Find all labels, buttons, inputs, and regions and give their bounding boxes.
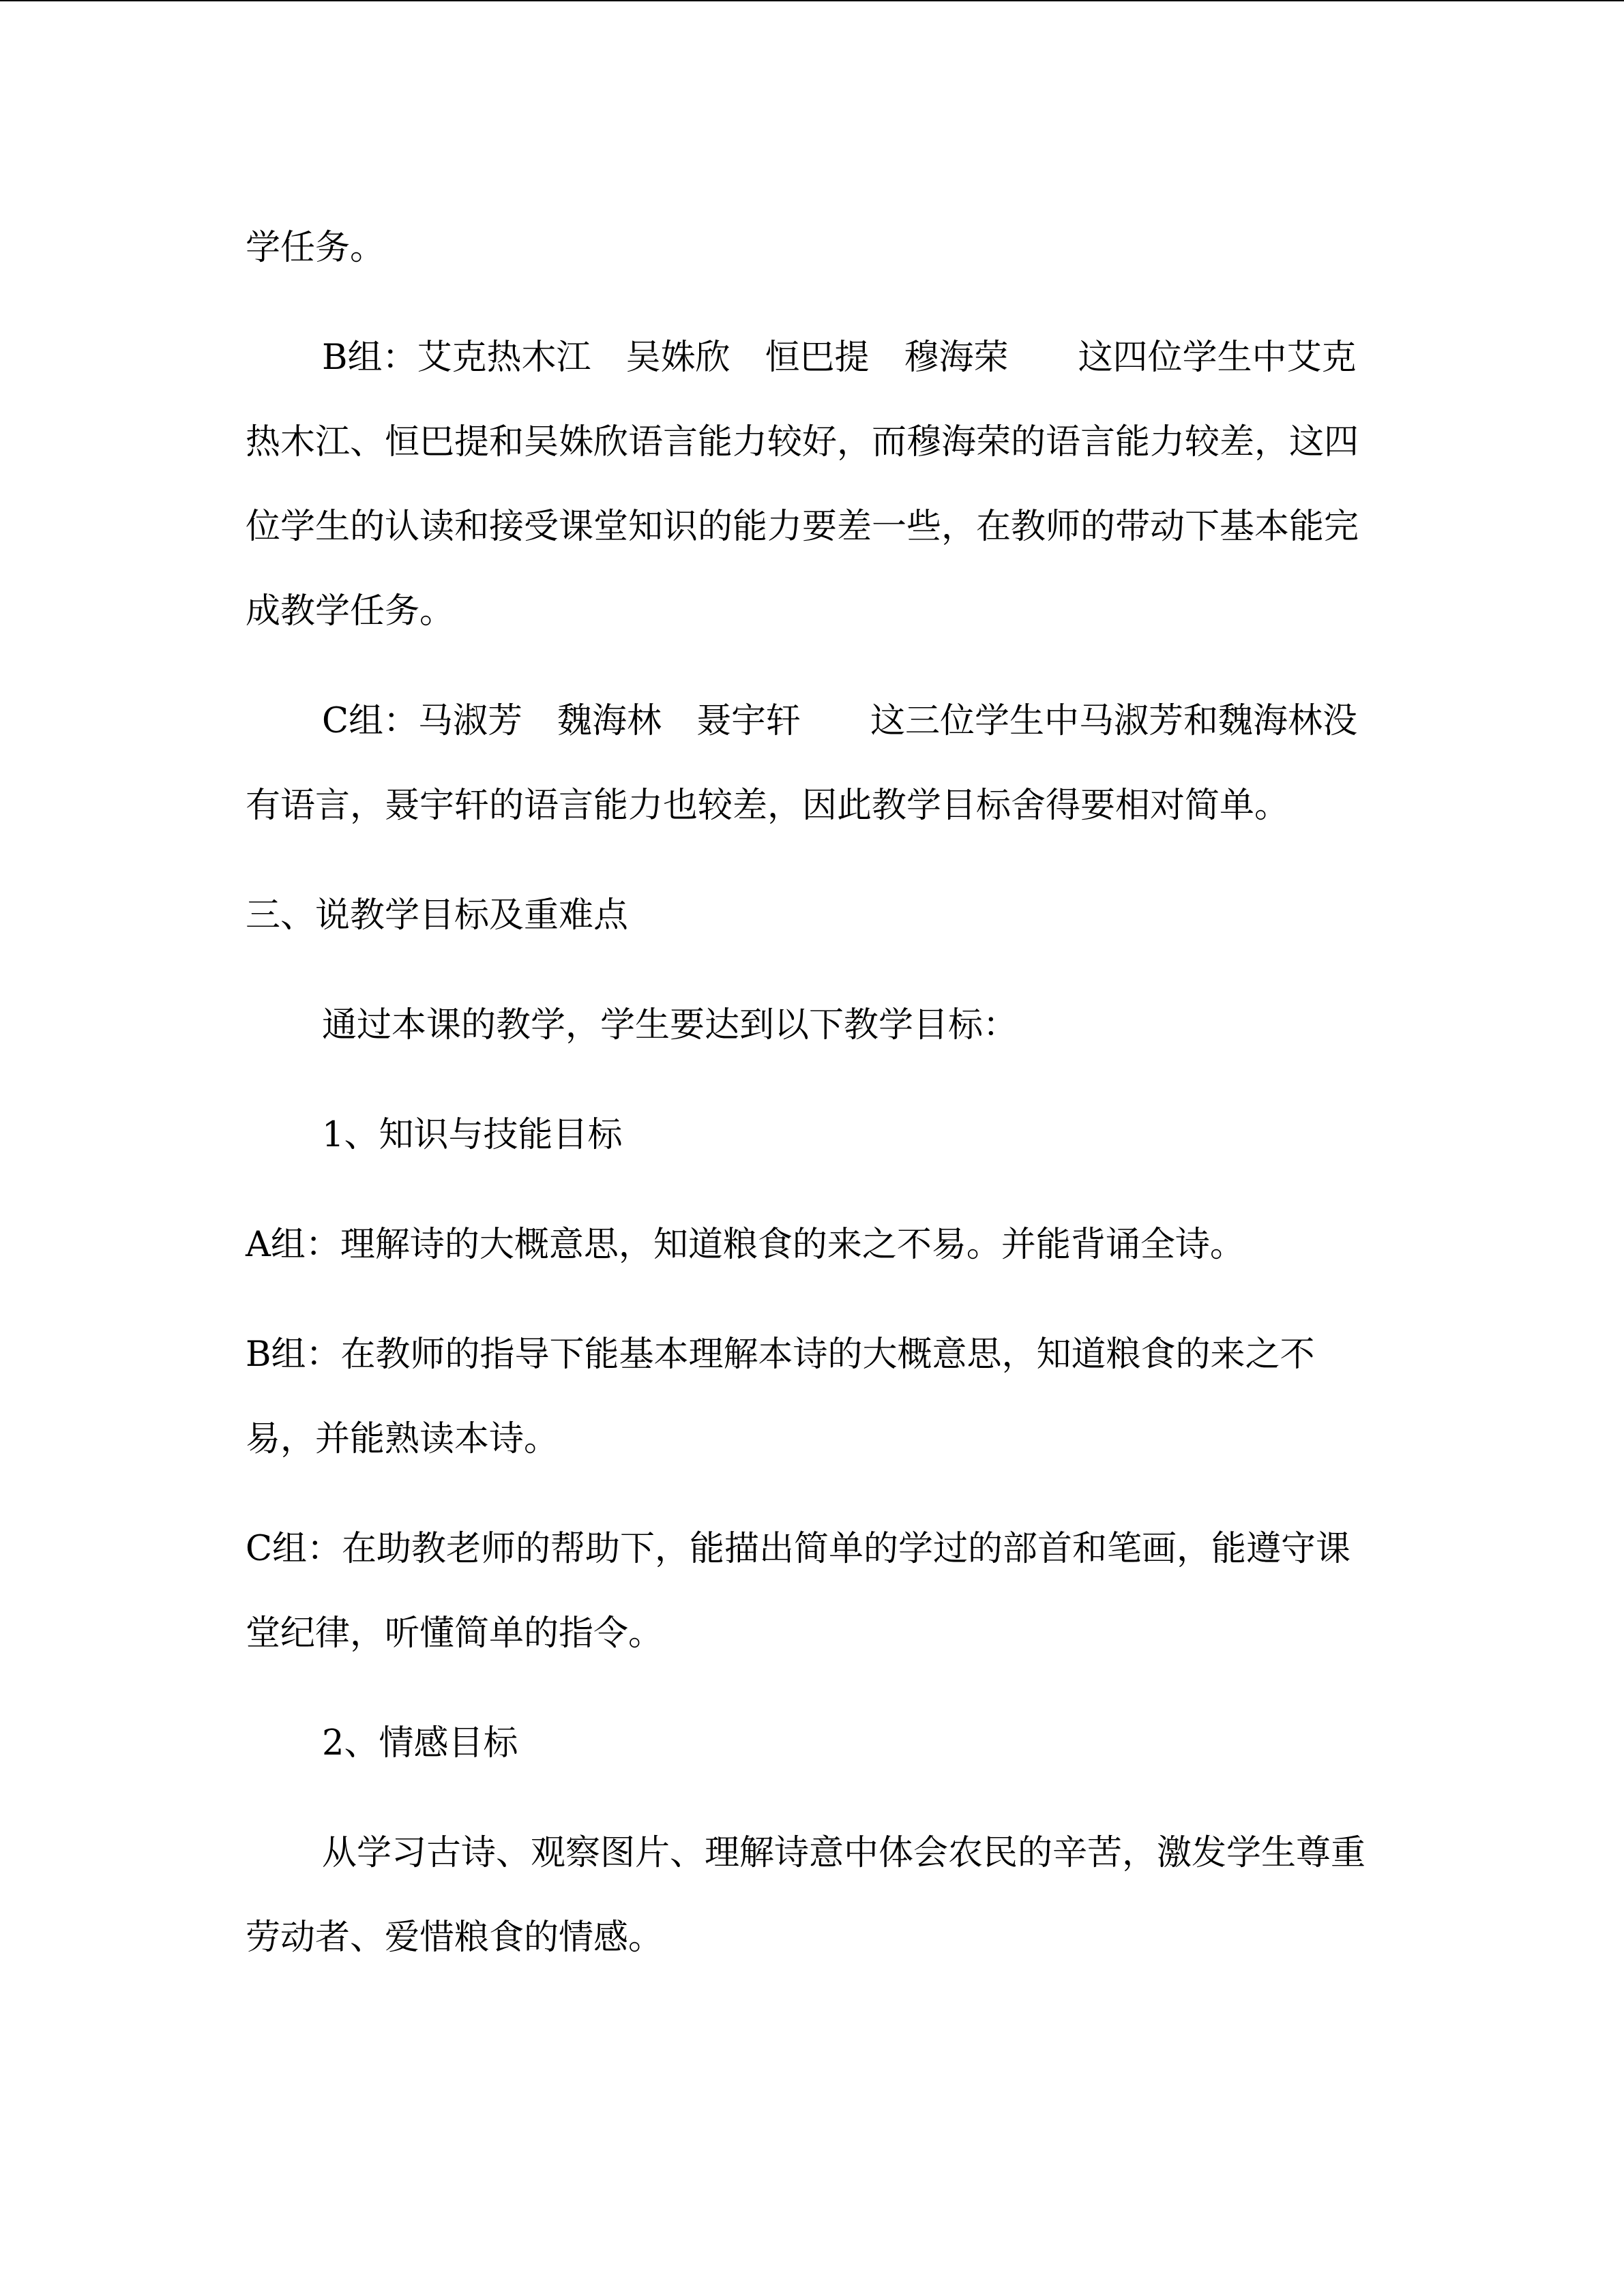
paragraph-group-c-goal: C组：在助教老师的帮助下，能描出简单的学过的部首和笔画，能遵守课堂纪律，听懂简单的指令。 — [246, 1529, 1351, 1654]
subheading-knowledge-skills: 1、知识与技能目标 — [322, 1115, 623, 1155]
document-body — [246, 206, 1378, 2006]
paragraph-group-b-description: B组：艾克热木江 吴姝欣 恒巴提 穆海荣 这四位学生中艾克热木江、恒巴提和吴姝欣语言能力较好，而穆海荣的语言能力较差，这四位学生的认读和接受课堂知识的能力要差一些，在教师的带动下基本能完成教学任务。 — [246, 338, 1359, 631]
section-heading-teaching-goals: 三、说教学目标及重难点 — [246, 895, 629, 936]
paragraph-group-b-goal: B组：在教师的指导下能基本理解本诗的大概意思，知道粮食的来之不易，并能熟读本诗。 — [246, 1335, 1315, 1459]
paragraph-emotional-goal: 从学习古诗、观察图片、理解诗意中体会农民的辛苦，激发学生尊重劳动者、爱惜粮食的情感。 — [246, 1833, 1366, 1958]
paragraph-group-a-goal: A组：理解诗的大概意思，知道粮食的来之不易。并能背诵全诗。 — [246, 1225, 1245, 1265]
paragraph-goals-intro: 通过本课的教学，学生要达到以下教学目标： — [322, 1005, 1018, 1045]
subheading-emotional-goal: 2、情感目标 — [322, 1723, 518, 1763]
paragraph-group-c-description: C组：马淑芳 魏海林 聂宇轩 这三位学生中马淑芳和魏海林没有语言，聂宇轩的语言能力也较差，因此教学目标舍得要相对简单。 — [246, 701, 1358, 826]
paragraph-continuation: 学任务。 — [246, 228, 385, 268]
